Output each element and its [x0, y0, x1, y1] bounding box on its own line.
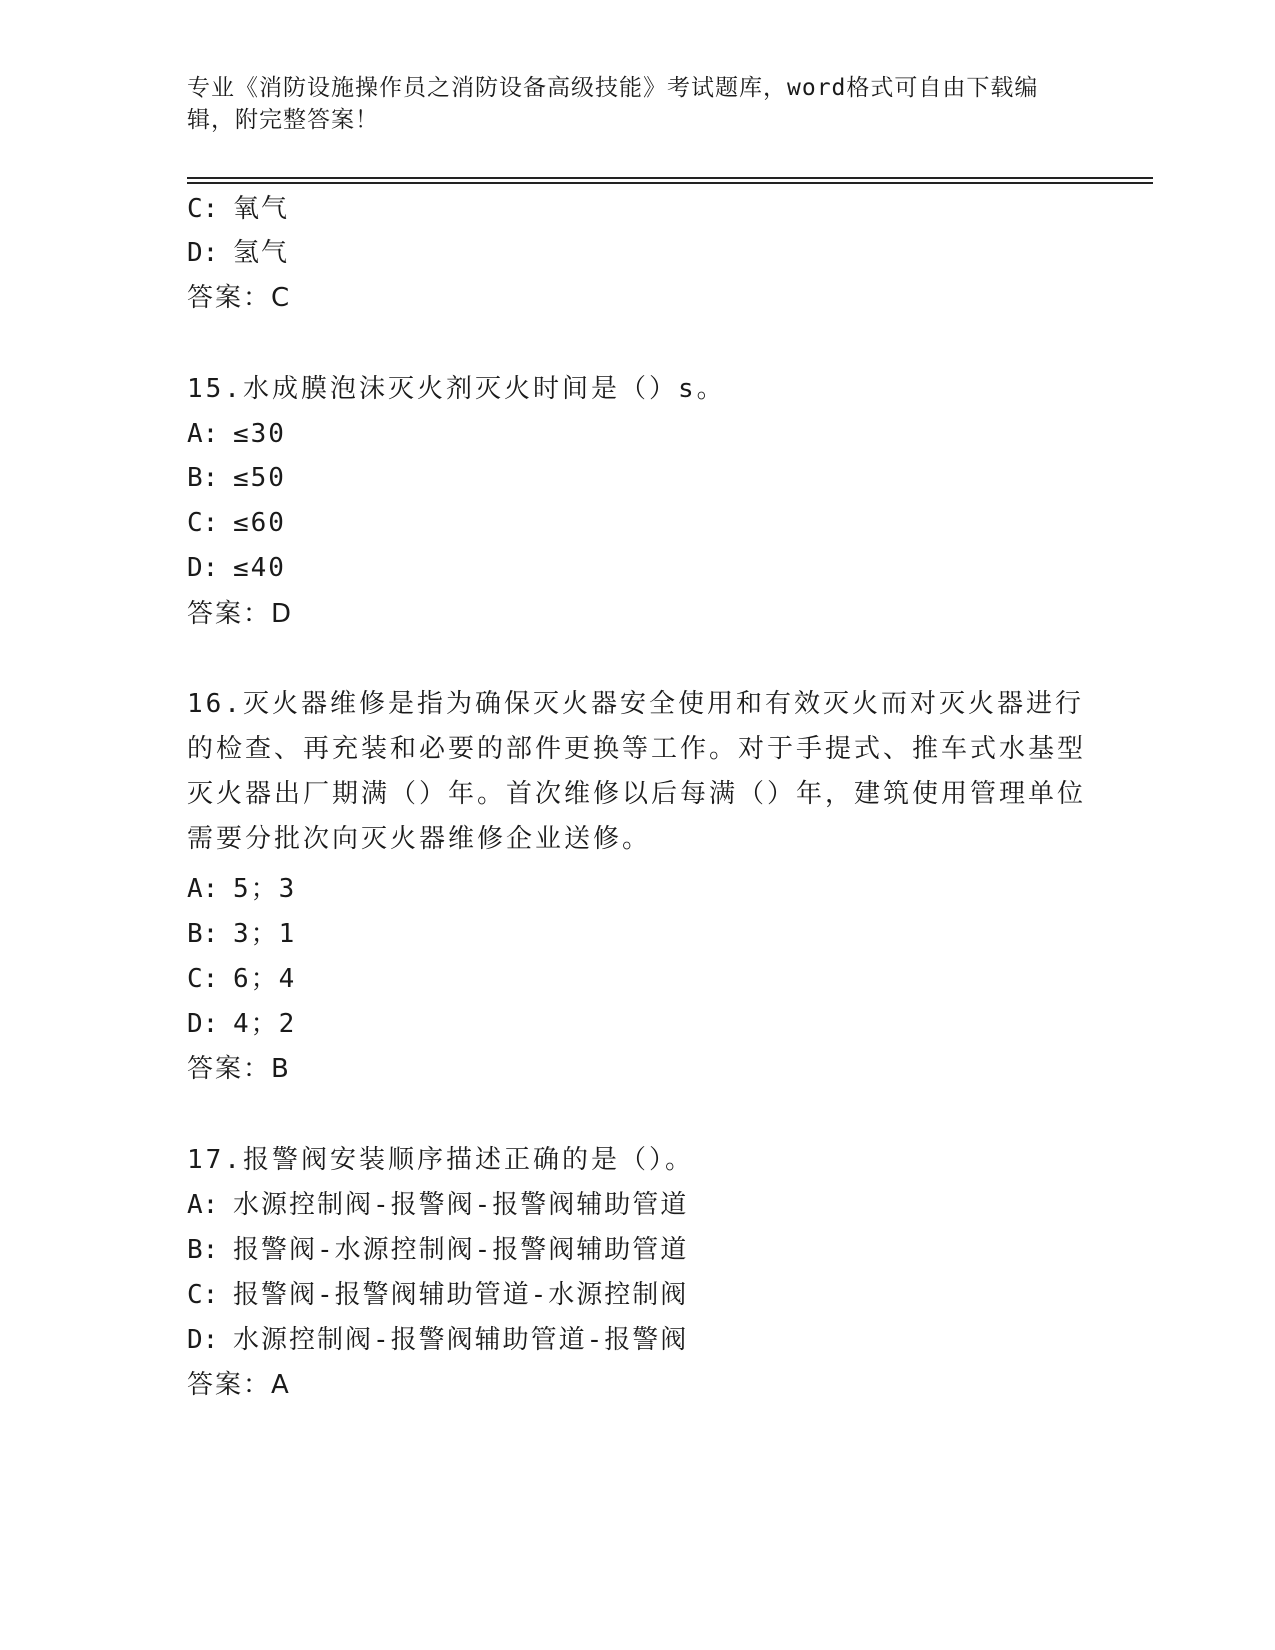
q16-option-d: [187, 1007, 296, 1041]
q15-option-a: [187, 417, 286, 451]
q17-answer: 答案：A: [187, 1370, 291, 1400]
q16-option-c: [187, 962, 296, 996]
option-letter: A:: [187, 1190, 219, 1220]
option-letter: A:: [187, 874, 219, 904]
q16-answer: 答案：B: [187, 1054, 291, 1084]
option-text: 水源控制阀-报警阀辅助管道-报警阀: [233, 1325, 689, 1355]
option-letter: B:: [187, 463, 219, 493]
option-text: ≤60: [233, 508, 286, 538]
option-letter: C:: [187, 194, 219, 224]
q17-option-a: [187, 1188, 688, 1222]
q15-option-c: [187, 506, 286, 540]
q16-option-b: [187, 917, 296, 951]
q15-option-b: [187, 461, 286, 495]
page-header: 专业《消防设施操作员之消防设备高级技能》考试题库，word格式可自由下载编辑，附完整答案！: [187, 75, 1039, 133]
q16-question: 16.灭火器维修是指为确保灭火器安全使用和有效灭火而对灭火器进行的检查、再充装和必要的部件更换等工作。对于手提式、推车式水基型灭火器出厂期满（）年。首次维修以后每满（）年，建筑使用管理单位需要分批次向灭火器维修企业送修。: [187, 689, 1087, 854]
option-text: 氢气: [233, 238, 290, 268]
option-text: ≤30: [233, 419, 286, 449]
q15-question: 15.水成膜泡沫灭火剂灭火时间是（）s。: [187, 374, 726, 404]
q14-answer: 答案：C: [187, 283, 292, 313]
q15-answer: 答案：D: [187, 599, 294, 629]
q17-option-d: [187, 1323, 688, 1357]
q17-option-c: [187, 1278, 688, 1312]
q14-option-d: [187, 236, 289, 270]
option-text: 5；3: [233, 874, 297, 904]
option-letter: C:: [187, 964, 219, 994]
option-text: 报警阀-水源控制阀-报警阀辅助管道: [233, 1235, 689, 1265]
q15-option-d: [187, 551, 286, 585]
option-letter: A:: [187, 419, 219, 449]
option-letter: C:: [187, 1280, 219, 1310]
q17-option-b: [187, 1233, 688, 1267]
option-text: 4；2: [233, 1009, 297, 1039]
option-letter: D:: [187, 553, 219, 583]
header-divider-top: [187, 177, 1153, 179]
q16-option-a: [187, 872, 296, 906]
option-text: 水源控制阀-报警阀-报警阀辅助管道: [233, 1190, 689, 1220]
option-text: ≤40: [233, 553, 286, 583]
option-letter: B:: [187, 919, 219, 949]
option-letter: D:: [187, 1009, 219, 1039]
option-text: 6；4: [233, 964, 297, 994]
option-text: 氧气: [233, 194, 290, 224]
option-letter: D:: [187, 1325, 219, 1355]
option-letter: C:: [187, 508, 219, 538]
option-text: 报警阀-报警阀辅助管道-水源控制阀: [233, 1280, 689, 1310]
option-text: ≤50: [233, 463, 286, 493]
option-letter: B:: [187, 1235, 219, 1265]
option-text: 3；1: [233, 919, 297, 949]
q14-option-c: [187, 192, 289, 226]
q17-question: 17.报警阀安装顺序描述正确的是（）。: [187, 1145, 694, 1175]
header-divider-bottom: [187, 182, 1153, 184]
option-letter: D:: [187, 238, 219, 268]
